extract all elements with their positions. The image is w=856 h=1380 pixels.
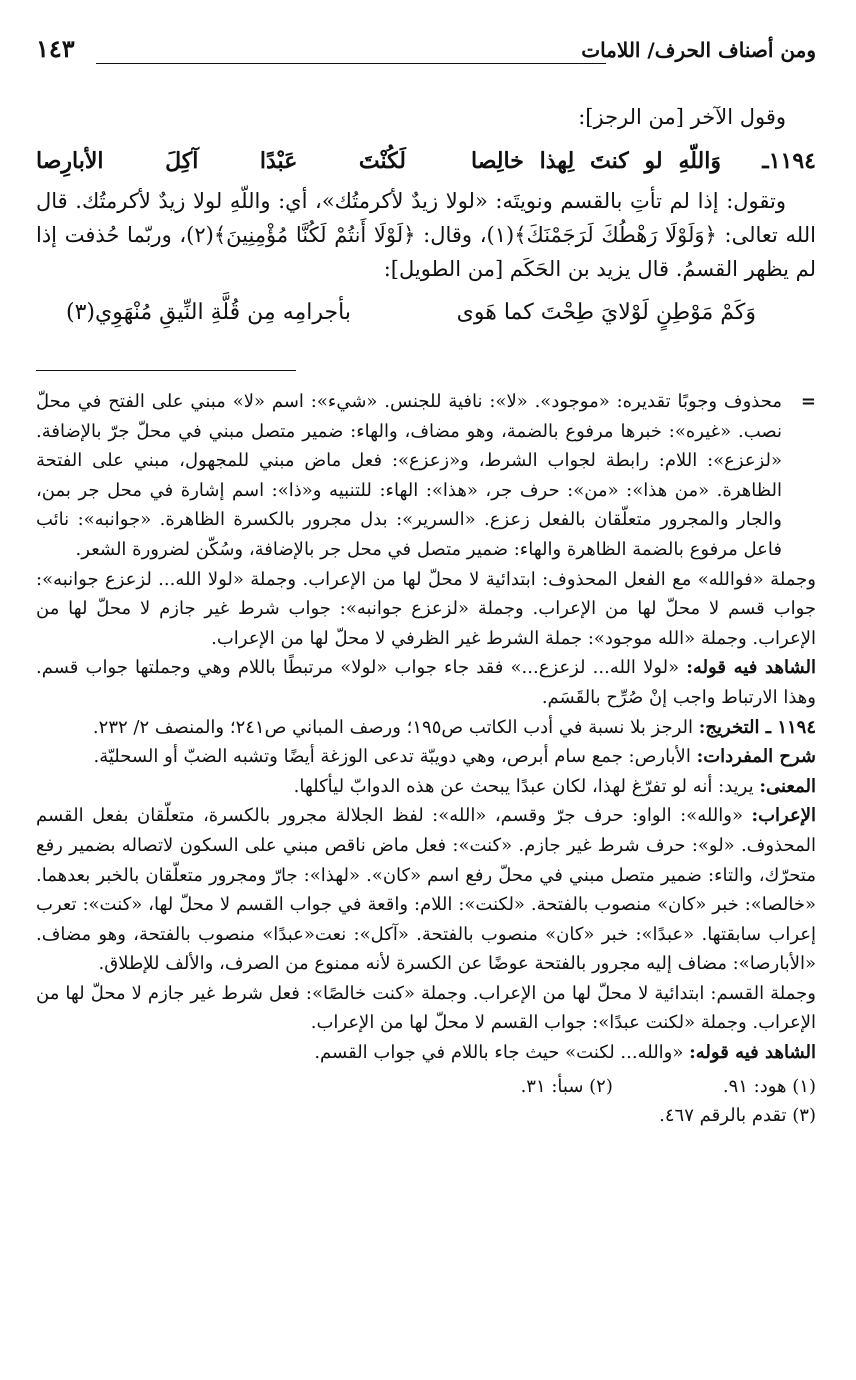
explanation-paragraph: وتقول: إذا لم تأتِ بالقسم ونويتَه: «لولا زيدٌ لأكرمتُك»، أي: واللّهِ لولا زيدٌ لأكرمتُك. قال الله تعالى: ﴿وَلَوْلَا رَهْطُكَ لَرَجَمْنَكَ﴾(١)، وقال: ﴿لَوْلَا أَنتُمْ لَكُنَّا مُؤْمِنِينَ﴾(٢)، وربّما حُذفت إذا لم يظهر القسمُ. قال يزيد بن الحَكَم [من الطويل]:: [36, 189, 816, 281]
running-title: ومن أصناف الحرف/ اللامات: [581, 38, 816, 62]
page-footnotes: [36, 1072, 816, 1131]
irab-label: الإعراب:: [751, 805, 816, 827]
shahid-label: الشاهد فيه قوله:: [686, 657, 816, 679]
header-rule: [96, 63, 606, 64]
verse-1194: [36, 140, 816, 184]
footnote-2: (٢) سبأ: ٣١.: [520, 1075, 613, 1097]
jumlat-note: وجملة القسم: ابتدائية لا محلّ لها من الإعراب. وجملة «كنت خالصًا»: فعل شرط غير جازم لا محلّ لها من الإعراب. وجملة «لكنت عبدًا»: جواب القسم لا محلّ لها من الإعراب.: [36, 982, 816, 1034]
continuation-mark: =: [800, 391, 816, 412]
book-page: [36, 30, 816, 1131]
takhrij-note: [36, 713, 816, 743]
footnote-3: (٣) تقدم بالرقم ٤٦٧.: [659, 1105, 816, 1127]
verse-hemistich-first: وَكَمْ مَوْطِنٍ لَوْلايَ طِحْتَ كما هَوى: [456, 300, 756, 325]
shahid-note-2: [36, 1038, 816, 1068]
verse-hemistich-second: لَكُنْتَ عَبْدًا آكِلَ الأبارِصا: [36, 148, 406, 174]
shahid-label: الشاهد فيه قوله:: [689, 1042, 816, 1064]
sentences-note: وجملة «فوالله» مع الفعل المحذوف: ابتدائية لا محلّ لها من الإعراب. وجملة «لولا الله... لزعزع جوانبه»: جواب قسم لا محلّ لها من الإعراب. وجملة «لزعزع جوانبه»: جواب شرط غير جازم لا محلّ لها من الإعراب. وجملة «الله موجود»: جملة الشرط غير الظرفي لا محلّ لها من الإعراب.: [36, 568, 816, 649]
verse-yazid: [36, 290, 816, 336]
shahid-note-1: [36, 653, 816, 712]
verse-number: ١١٩٤ـ: [762, 148, 816, 174]
maana-text: يريد: أنه لو تفرّغ لهذا، لكان عبدًا يبحث عن هذه الدوابّ ليأكلها.: [293, 775, 754, 797]
footnote-1: (١) هود: ٩١.: [722, 1075, 816, 1097]
sharh-label: شرح المفردات:: [696, 746, 816, 768]
verse-intro: وقول الآخر [من الرجز]:: [578, 105, 786, 129]
main-text: [36, 100, 816, 336]
sharh-text: الأبارص: جمع سام أبرص، وهي دويبّة تدعى الوزغة أيضًا وتشبه الضبّ أو السحليّة.: [93, 746, 691, 768]
continued-irab-text: محذوف وجوبًا تقديره: «موجود». «لا»: نافية للجنس. «شيء»: اسم «لا» مبني على الفتح في محلّ نصب. «غيره»: خبرها مرفوع بالضمة، وهو مضاف، والهاء: ضمير متصل مبني في محلّ جرّ بالإضافة. «لزعزع»: اللام: رابطة لجواب الشرط، و«زعزع»: فعل ماض مبني للمجهول، مبني على الفتحة الظاهرة. «من هذا»: «من»: حرف جر، «هذا»: الهاء: للتنبيه و«ذا»: اسم إشارة في محل جر بمن، والجار والمجرور متعلّقان بالفعل زعزع. «السرير»: بدل مجرور بالكسرة الظاهرة. «جوانبه»: نائب فاعل مرفوع بالضمة الظاهرة والهاء: ضمير متصل في محل جر بالإضافة، وسُكّن لضرورة الشعر.: [36, 391, 782, 560]
irab-note: [36, 801, 816, 979]
sharh-note: [36, 742, 816, 772]
maana-note: [36, 772, 816, 802]
footnote-notes: [36, 387, 816, 1068]
verse-hemistich-second: بأجرامِه مِن قُلَّةِ النِّيقِ مُنْهَوِي(٣): [66, 300, 351, 325]
page-number: ١٤٣: [36, 34, 75, 63]
verse-hemistich-first: وَاللّهِ لو كنتَ لِهذا خالِصا: [471, 148, 721, 174]
running-header: [36, 30, 816, 72]
shahid-text: «والله... لكنت» حيث جاء باللام في جواب القسم.: [314, 1042, 684, 1064]
takhrij-text: الرجز بلا نسبة في أدب الكاتب ص١٩٥؛ ورصف المباني ص٢٤١؛ والمنصف ٢/ ٢٣٢.: [92, 716, 694, 738]
shahid-text: «لولا الله... لزعزع...» فقد جاء جواب «لولا» مرتبطًا باللام وهي وجملتها جواب قسم. وهذا الارتباط واجب إنْ صُرِّح بالقَسَم.: [36, 657, 816, 708]
footnote-row: [36, 1072, 816, 1102]
continued-irab: [36, 387, 816, 565]
takhrij-label: ١١٩٤ ـ التخريج:: [698, 716, 816, 738]
irab-text: «والله»: الواو: حرف جرّ وقسم، «الله»: لفظ الجلالة مجرور بالكسرة، متعلّقان بفعل القسم المحذوف. «لو»: حرف شرط غير جازم. «كنت»: فعل ماض ناقص مبني على السكون لاتصاله بضمير رفع متحرّك، والتاء: ضمير متصل مبني في محلّ رفع اسم «كان». «لهذا»: جارّ ومجرور متعلّقان بالخبر بعدهما. «خالصا»: خبر «كان» منصوب بالفتحة. «لكنت»: اللام: واقعة في جواب القسم لا محلّ لها، «كنت»: تعرب إعراب سابقتها. «عبدًا»: خبر «كان» منصوب بالفتحة. «آكل»: نعت«عبدًا» منصوب بالفتحة، وهو مضاف. «الأبارصا»: مضاف إليه مجرور بالفتحة عوضًا عن الكسرة لأنه ممنوع من الصرف، والألف للإطلاق.: [36, 805, 816, 975]
maana-label: المعنى:: [759, 775, 816, 797]
footnote-rule: [36, 370, 296, 371]
